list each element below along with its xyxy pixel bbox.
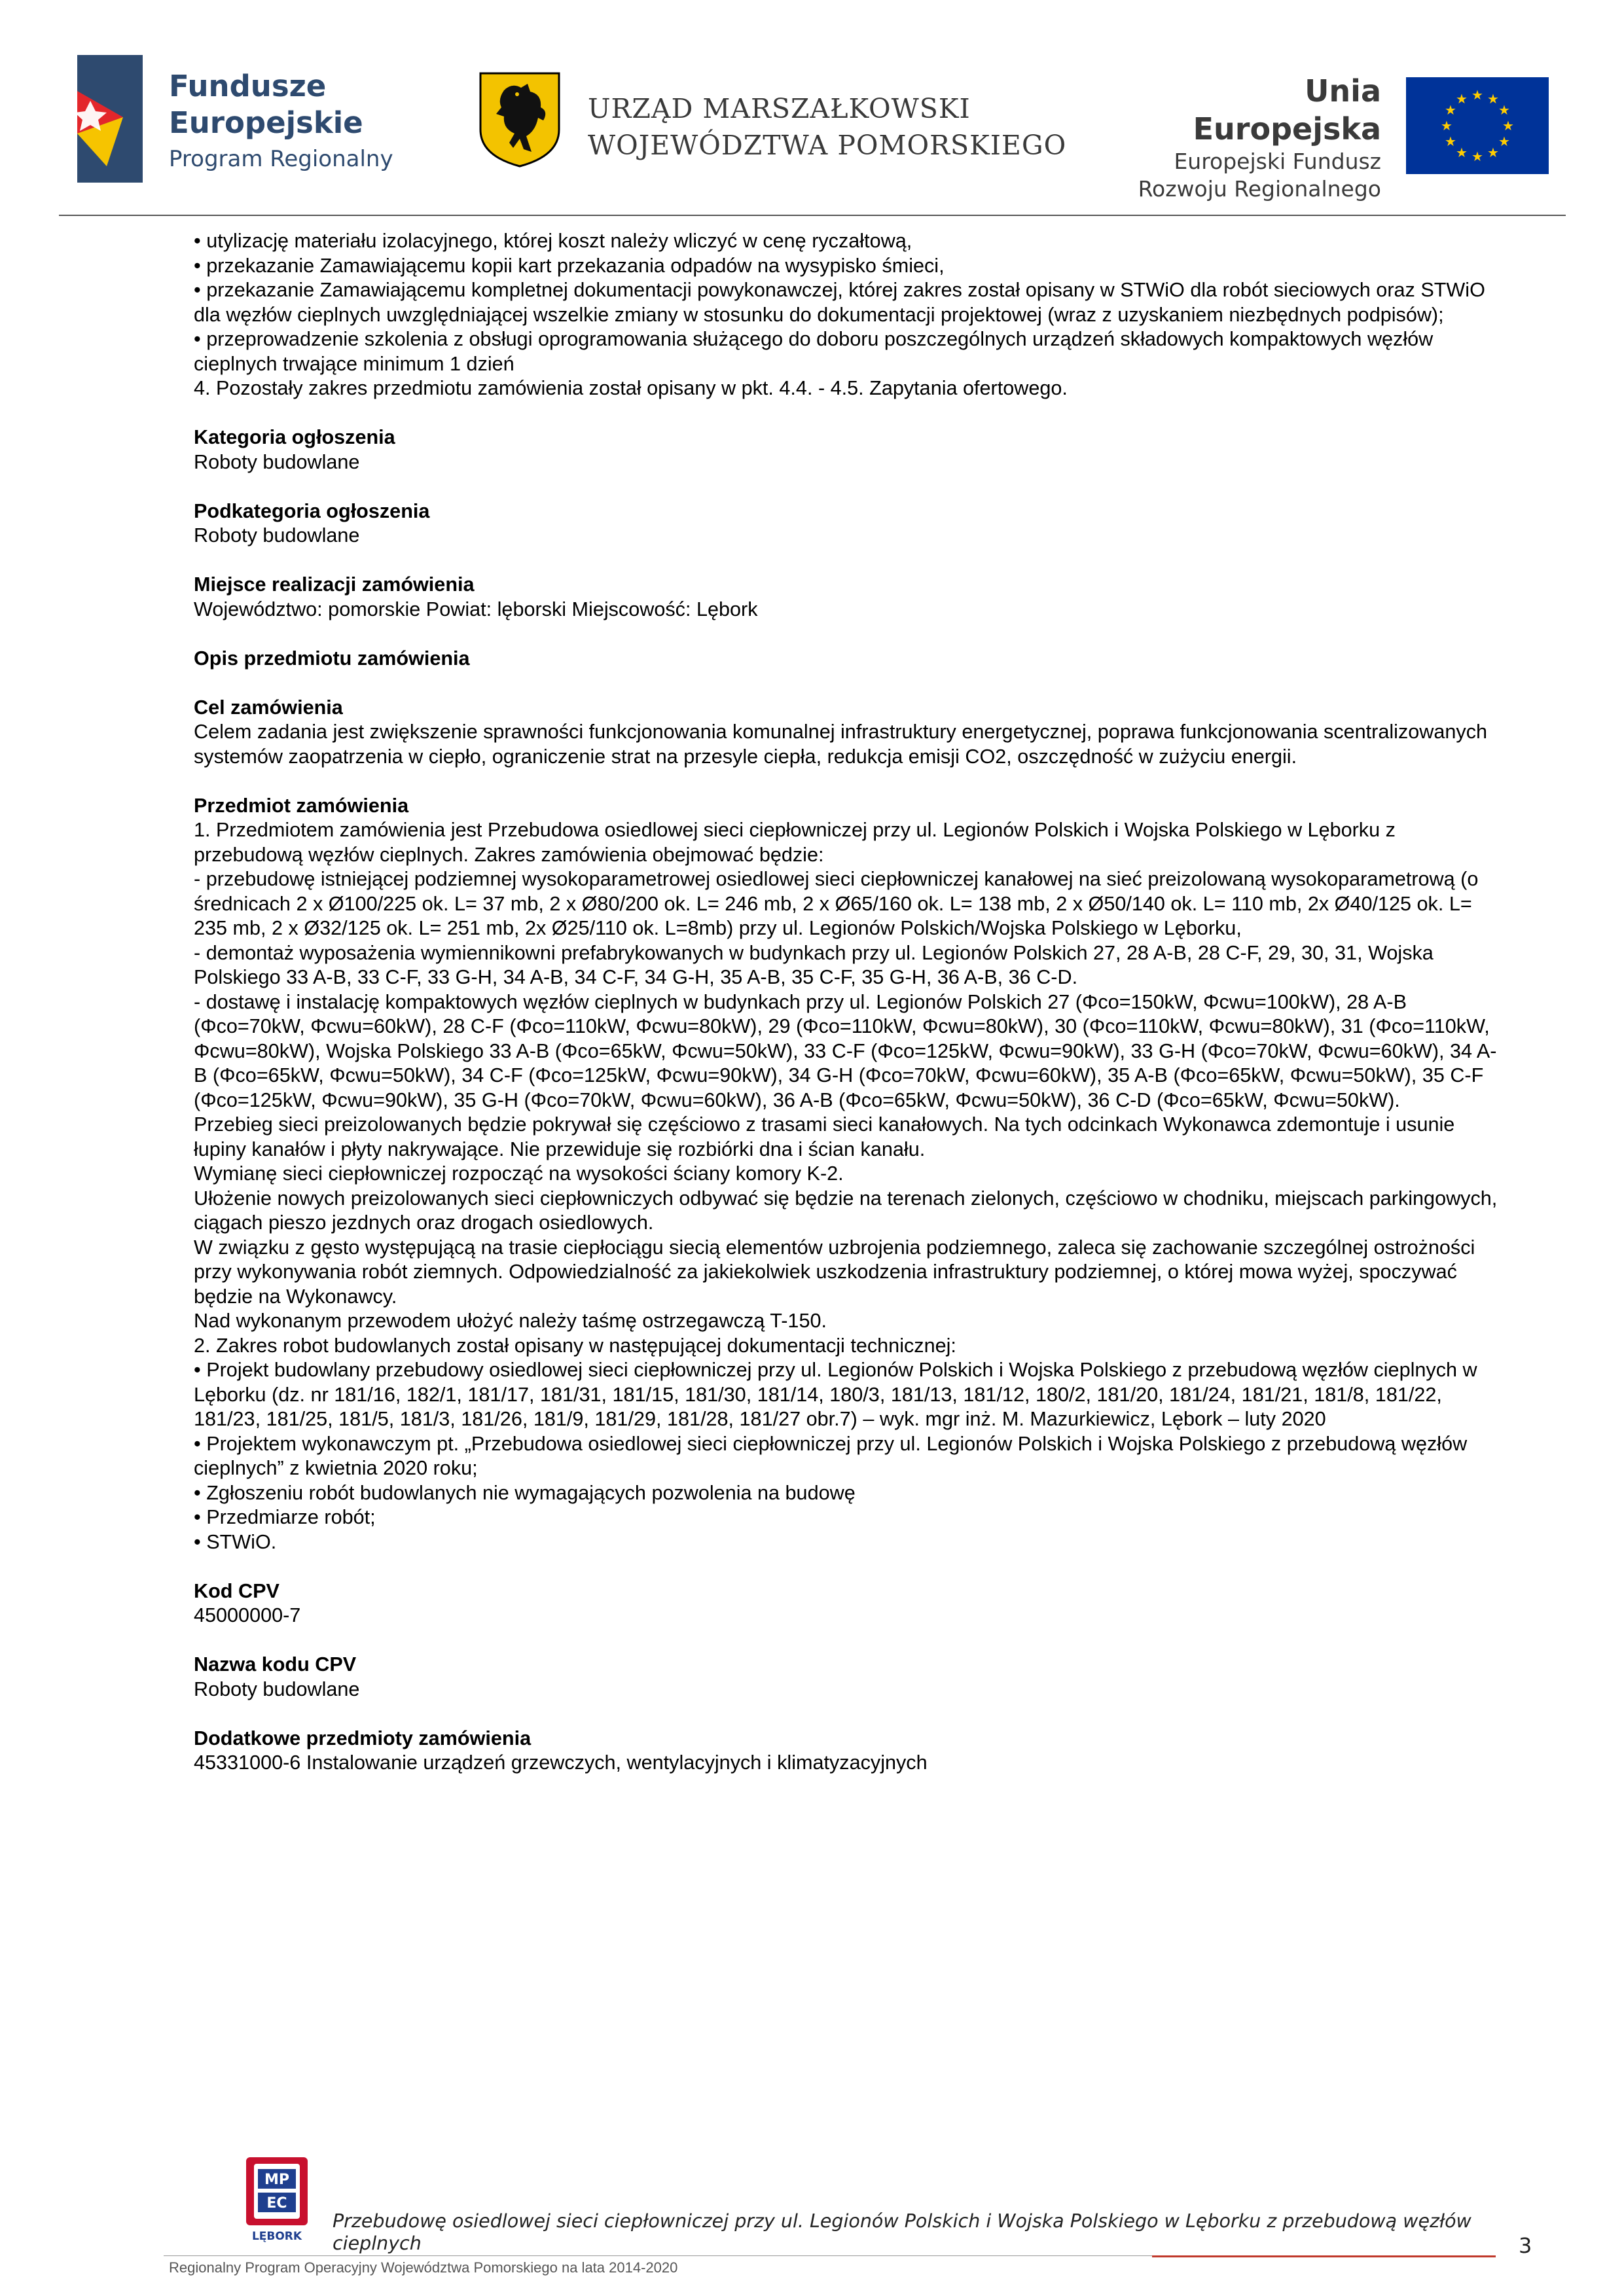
svg-text:★: ★ <box>1498 134 1510 149</box>
przedmiot-paragraph: 1. Przedmiotem zamówienia jest Przebudowa osiedlowej sieci ciepłowniczej przy ul. Legionów Polskich i Wojska Polskiego w Lęborku z przebudową węzłów cieplnych. Zakres zamówienia obejmować będzie: <box>194 819 1396 866</box>
intro-line: • przekazanie Zamawiającemu kopii kart przekazania odpadów na wysypisko śmieci, <box>194 254 945 277</box>
przedmiot-paragraph: • Projektem wykonawczym pt. „Przebudowa osiedlowej sieci ciepłowniczej przy ul. Legionów Polskich i Wojska Polskiego z przebudową węzłów cieplnych” z kwietnia 2020 roku; <box>194 1432 1468 1479</box>
footer-program-name: Regionalny Program Operacyjny Województwa Pomorskiego na lata 2014-2020 <box>169 2259 678 2276</box>
przedmiot-paragraph: - dostawę i instalację kompaktowych węzłów cieplnych w budynkach przy ul. Legionów Polskich 27 (Φco=150kW, Φcwu=100kW), 28 A-B (Φco=70kW, Φcwu=60kW), 28 C-F (Φco=110kW, Φcwu=80kW), 29 (Φco=110kW, Φcwu=80kW), 30 (Φco=110kW, Φcwu=80kW), 31 (Φco=110kW, Φcwu=80kW), Wojska Polskiego 33 A-B (Φco=65kW, Φcwu=50kW), 33 C-F (Φco=125kW, Φcwu=90kW), 33 G-H (Φco=70kW, Φcwu=60kW), 34 A-B (Φco=65kW, Φcwu=50kW), 34 C-F (Φco=125kW, Φcwu=90kW), 34 G-H (Φco=70kW, Φcwu=60kW), 35 A-B (Φco=65kW, Φcwu=50kW), 35 C-F (Φco=125kW, Φcwu=90kW), 35 G-H (Φco=70kW, Φcwu=60kW), 36 A-B (Φco=65kW, Φcwu=50kW), 36 C-D (Φco=65kW, Φcwu=50kW). <box>194 990 1497 1111</box>
header-divider <box>59 215 1566 216</box>
przedmiot-paragraph: Przebieg sieci preizolowanych będzie pokrywał się częściowo z trasami sieci kanałowych. Na tych odcinkach Wykonawca zdemontuje i usunie łupiny kanałów i płyty nakrywające. Nie przewiduje się rozbiórki dna i ścian kanału. <box>194 1113 1455 1160</box>
section-miejsce <box>194 573 1509 622</box>
svg-text:★: ★ <box>1502 118 1514 134</box>
unia-europejska-logo <box>1132 72 1558 202</box>
intro-list <box>194 229 1509 401</box>
section-value: 45000000-7 <box>194 1604 301 1626</box>
um-logo-line1: URZĄD MARSZAŁKOWSKI <box>588 93 971 124</box>
ue-logo-line2: Europejski Fundusz <box>1174 149 1381 174</box>
svg-text:★: ★ <box>1498 102 1510 118</box>
svg-text:★: ★ <box>1487 91 1499 107</box>
section-kategoria <box>194 425 1509 475</box>
eu-flag-icon <box>1406 77 1549 174</box>
section-heading: Kategoria ogłoszenia <box>194 426 395 448</box>
svg-text:★: ★ <box>1456 145 1468 160</box>
section-heading: Dodatkowe przedmioty zamówienia <box>194 1727 532 1749</box>
section-value: Roboty budowlane <box>194 1677 360 1700</box>
um-logo-text <box>588 90 1066 164</box>
ue-logo-line1: Unia Europejska <box>1193 73 1381 147</box>
fe-logo-line1: Fundusze <box>169 69 327 103</box>
mpec-logo-top: MP <box>264 2172 290 2188</box>
fundusze-europejskie-logo <box>77 55 405 186</box>
section-dodatkowe <box>194 1727 1509 1776</box>
svg-text:★: ★ <box>1445 102 1456 118</box>
section-value: Województwo: pomorskie Powiat: lęborski Miejscowość: Lębork <box>194 598 758 620</box>
mpec-logo <box>242 2157 312 2244</box>
footer-divider <box>164 2255 1152 2256</box>
przedmiot-paragraph: Ułożenie nowych preizolowanych sieci ciepłowniczych odbywać się będzie na terenach zielonych, częściowo w chodniku, miejscach parkingowych, ciągach pieszo jezdnych oraz drogach osiedlowych. <box>194 1187 1498 1234</box>
svg-text:★: ★ <box>1445 134 1456 149</box>
section-heading: Miejsce realizacji zamówienia <box>194 573 475 596</box>
intro-line: 4. Pozostały zakres przedmiotu zamówienia został opisany w pkt. 4.4. - 4.5. Zapytania ofertowego. <box>194 377 1068 399</box>
section-value: 45331000-6 Instalowanie urządzeń grzewczych, wentylacyjnych i klimatyzacyjnych <box>194 1751 928 1774</box>
intro-line: • utylizację materiału izolacyjnego, której koszt należy wliczyć w cenę ryczałtową, <box>194 230 912 252</box>
section-heading: Cel zamówienia <box>194 696 343 719</box>
svg-text:★: ★ <box>1456 91 1468 107</box>
przedmiot-paragraph: - demontaż wyposażenia wymiennikowni prefabrykowanych w budynkach przy ul. Legionów Polskich 27, 28 A-B, 28 C-F, 29, 30, 31, Wojska Polskiego 33 A-B, 33 C-F, 33 G-H, 34 A-B, 34 C-F, 34 G-H, 35 A-B, 35 C-F, 35 G-H, 36 A-B, 36 C-D. <box>194 941 1434 988</box>
page-number: 3 <box>1519 2233 1532 2258</box>
section-heading: Przedmiot zamówienia <box>194 794 409 817</box>
intro-line: • przekazanie Zamawiającemu kompletnej dokumentacji powykonawczej, której zakres został opisany w STWiO dla robót sieciowych oraz STWiO dla węzłów cieplnych uwzględniającej wszelkie zmiany w stosunku do dokumentacji projektowej (wraz z uzyskaniem niezbędnych podpisów); <box>194 279 1485 326</box>
przedmiot-paragraph: - przebudowę istniejącej podziemnej wysokoparametrowej osiedlowej sieci ciepłowniczej kanałowej na sieć preizolowaną wysokoparametrową (o średnicach 2 x Ø100/225 ok. L= 37 mb, 2 x Ø80/200 ok. L= 246 mb, 2 x Ø65/160 ok. L= 138 mb, 2 x Ø50/140 ok. L= 110 mb, 2x Ø40/125 ok. L= 235 mb, 2 x Ø32/125 ok. L= 251 mb, 2x Ø25/110 ok. L=8mb) przy ul. Legionów Polskich/Wojska Polskiego w Lęborku, <box>194 868 1479 939</box>
section-podkategoria <box>194 499 1509 548</box>
fe-logo-text <box>169 68 393 177</box>
um-logo-line2: WOJEWÓDZTWA POMORSKIEGO <box>588 130 1067 161</box>
section-value: Roboty budowlane <box>194 524 360 547</box>
ue-logo-line3: Rozwoju Regionalnego <box>1138 176 1381 202</box>
griffin-crest-icon <box>478 71 562 169</box>
page-header <box>0 0 1624 216</box>
przedmiot-paragraph: 2. Zakres robot budowlanych został opisany w następującej dokumentacji technicznej: <box>194 1334 956 1357</box>
svg-text:★: ★ <box>1471 87 1483 103</box>
section-opis <box>194 647 1509 672</box>
section-przedmiot <box>194 794 1509 1555</box>
przedmiot-paragraph: • STWiO. <box>194 1530 277 1553</box>
przedmiot-paragraph: W związku z gęsto występującą na trasie ciepłociągu siecią elementów uzbrojenia podziemnego, zaleca się zachowanie szczególnej ostrożności przy wykonywania robót ziemnych. Odpowiedzialność za jakiekolwiek uszkodzenia infrastruktury podziemnej, o której mowa wyżej, spoczywać będzie na Wykonawcy. <box>194 1236 1475 1308</box>
przedmiot-paragraph: Nad wykonanym przewodem ułożyć należy taśmę ostrzegawczą T-150. <box>194 1310 827 1332</box>
footer-project-title: Przebudowę osiedlowej sieci ciepłowniczej przy ul. Legionów Polskich i Wojska Polskiego w Lęborku z przebudową węzłów cieplnych <box>333 2210 1471 2254</box>
section-heading: Kod CPV <box>194 1579 280 1602</box>
fe-logo-line3: Program Regionalny <box>169 146 393 172</box>
fe-logo-line2: Europejskie <box>169 105 363 140</box>
section-nazwa-kodu <box>194 1653 1509 1702</box>
section-value: Celem zadania jest zwiększenie sprawności funkcjonowania komunalnej infrastruktury energetycznej, poprawa funkcjonowania scentralizowanych systemów zaopatrzenia w ciepło, ograniczenie strat na przesyle ciepła, redukcja emisji CO2, oszczędność w zużyciu energii. <box>194 721 1488 768</box>
intro-line: • przeprowadzenie szkolenia z obsługi oprogramowania służącego do doboru poszczególnych urządzeń składowych kompaktowych węzłów cieplnych trwające minimum 1 dzień <box>194 328 1434 375</box>
section-value: Roboty budowlane <box>194 450 360 473</box>
section-heading: Opis przedmiotu zamówienia <box>194 647 470 670</box>
fe-flag-icon <box>77 55 143 183</box>
przedmiot-paragraph: Wymianę sieci ciepłowniczej rozpocząć na wysokości ściany komory K-2. <box>194 1162 844 1185</box>
mpec-logo-bottom: EC <box>266 2195 287 2212</box>
ue-logo-text <box>1132 72 1381 203</box>
przedmiot-paragraph: • Zgłoszeniu robót budowlanych nie wymagających pozwolenia na budowę <box>194 1481 856 1504</box>
document-body <box>194 229 1509 1800</box>
svg-text:★: ★ <box>1487 145 1499 160</box>
section-kod-cpv <box>194 1579 1509 1628</box>
section-cel <box>194 696 1509 770</box>
przedmiot-paragraph: • Przedmiarze robót; <box>194 1506 376 1528</box>
przedmiot-paragraph: • Projekt budowlany przebudowy osiedlowej sieci ciepłowniczej przy ul. Legionów Polskich i Wojska Polskiego z przebudową węzłów cieplnych w Lęborku (dz. nr 181/16, 182/1, 181/17, 181/31, 181/15, 181/30, 181/14, 180/3, 181/13, 181/12, 180/2, 181/20, 181/24, 181/21, 181/8, 181/22, 181/23, 181/25, 181/5, 181/3, 181/26, 181/9, 181/29, 181/28, 181/27 obr.7) – wyk. mgr inż. M. Mazurkiewicz, Lębork – luty 2020 <box>194 1359 1477 1430</box>
section-heading: Nazwa kodu CPV <box>194 1653 357 1676</box>
section-heading: Podkategoria ogłoszenia <box>194 499 430 522</box>
svg-text:★: ★ <box>1441 118 1453 134</box>
svg-text:★: ★ <box>1471 149 1483 164</box>
footer-divider-accent <box>1152 2255 1496 2257</box>
mpec-logo-city: LĘBORK <box>251 2230 302 2243</box>
page-footer <box>0 2147 1624 2296</box>
